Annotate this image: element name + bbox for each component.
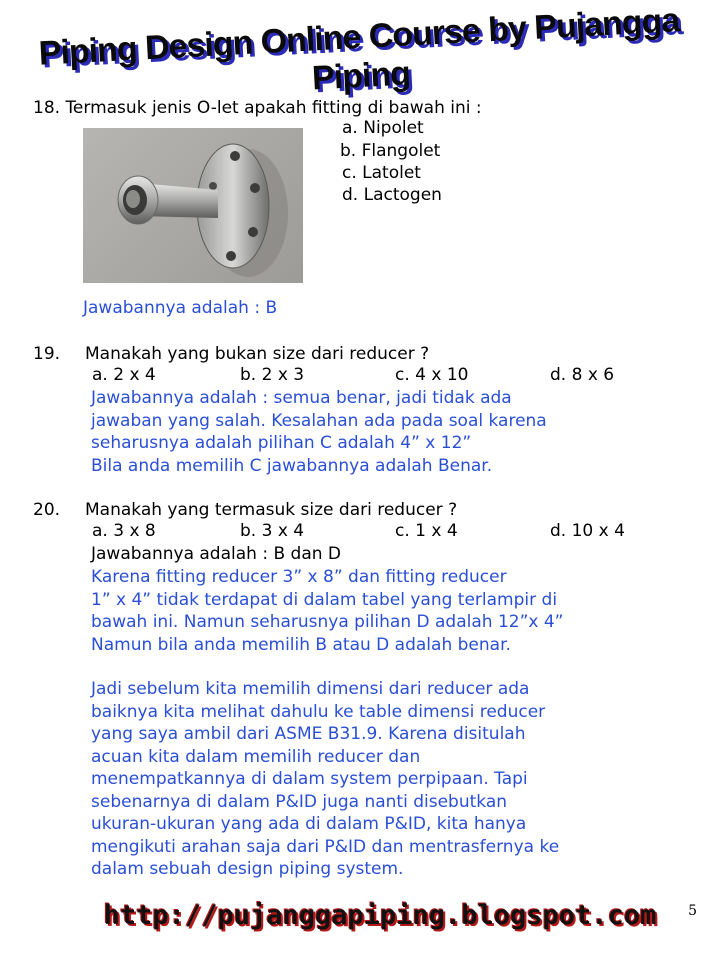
q20-explanation-line: 1” x 4” tidak terdapat di dalam tabel yang terlampir di bbox=[91, 590, 558, 610]
question-20: Manakah yang termasuk size dari reducer ? bbox=[85, 500, 458, 520]
q18-option-a: a. Nipolet bbox=[342, 118, 424, 138]
q19-option-d: d. 8 x 6 bbox=[550, 365, 615, 385]
q20-paragraph-line: Jadi sebelum kita memilih dimensi dari reducer ada bbox=[91, 679, 530, 699]
q20-explanation-line: bawah ini. Namun seharusnya pilihan D adalah 12”x 4” bbox=[91, 612, 564, 632]
q20-paragraph-line: sebenarnya di dalam P&ID juga nanti disebutkan bbox=[91, 792, 508, 812]
q20-paragraph-line: baiknya kita melihat dahulu ke table dimensi reducer bbox=[91, 702, 546, 722]
q20-option-d: d. 10 x 4 bbox=[550, 521, 625, 541]
question-19: Manakah yang bukan size dari reducer ? bbox=[85, 344, 430, 364]
q18-option-b: b. Flangolet bbox=[340, 141, 441, 161]
q20-option-c: c. 1 x 4 bbox=[395, 521, 458, 541]
q20-paragraph-line: ukuran-ukuran yang ada di dalam P&ID, kita hanya bbox=[91, 814, 527, 834]
page-number: 5 bbox=[688, 903, 697, 919]
q20-explanation-line: Namun bila anda memilih B atau D adalah benar. bbox=[91, 635, 511, 655]
question-20-number: 20. bbox=[33, 500, 61, 520]
q19-explanation-line: Bila anda memilih C jawabannya adalah Benar. bbox=[91, 456, 493, 476]
q18-option-d: d. Lactogen bbox=[342, 185, 442, 205]
page-title: Piping Design Online Course by Pujangga Piping bbox=[37, 1, 681, 98]
q20-paragraph-line: menempatkannya di dalam system perpipaan. Tapi bbox=[91, 769, 528, 789]
q20-paragraph-line: mengikuti arahan saja dari P&ID dan mentrasfernya ke bbox=[91, 837, 560, 857]
question-18: 18. Termasuk jenis O-let apakah fitting di bawah ini : bbox=[33, 98, 482, 118]
fitting-photo bbox=[83, 128, 303, 283]
q20-paragraph-line: dalam sebuah design piping system. bbox=[91, 859, 404, 879]
q19-explanation-line: seharusnya adalah pilihan C adalah 4” x 12” bbox=[91, 433, 472, 453]
q18-option-c: c. Latolet bbox=[342, 163, 421, 183]
question-19-number: 19. bbox=[33, 344, 61, 364]
flangolet-image bbox=[83, 128, 303, 283]
q19-explanation-line: jawaban yang salah. Kesalahan ada pada soal karena bbox=[91, 411, 547, 431]
q19-explanation-line: Jawabannya adalah : semua benar, jadi tidak ada bbox=[91, 388, 512, 408]
q20-explanation-line: Karena fitting reducer 3” x 8” dan fitting reducer bbox=[91, 567, 507, 587]
q20-paragraph-line: yang saya ambil dari ASME B31.9. Karena disitulah bbox=[91, 724, 526, 744]
q20-option-b: b. 3 x 4 bbox=[240, 521, 305, 541]
q20-paragraph-line: acuan kita dalam memilih reducer dan bbox=[91, 747, 421, 767]
q19-option-c: c. 4 x 10 bbox=[395, 365, 469, 385]
q20-answer: Jawabannya adalah : B dan D bbox=[91, 544, 342, 564]
q18-answer: Jawabannya adalah : B bbox=[83, 298, 278, 318]
footer-url[interactable]: http://pujanggapiping.blogspot.com bbox=[103, 900, 657, 931]
q19-option-a: a. 2 x 4 bbox=[92, 365, 156, 385]
q20-option-a: a. 3 x 8 bbox=[92, 521, 156, 541]
q19-option-b: b. 2 x 3 bbox=[240, 365, 305, 385]
